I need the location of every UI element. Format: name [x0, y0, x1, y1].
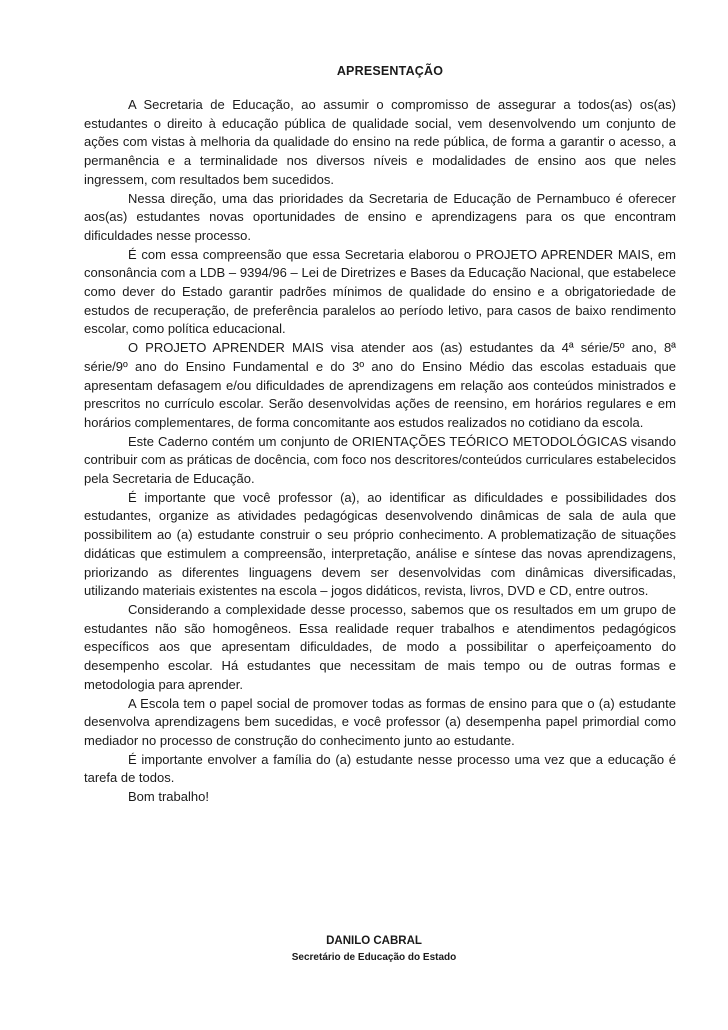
paragraph-7: Considerando a complexidade desse processo, sabemos que os resultados em um grupo de estudantes não são homogêneos. Essa realidade requer trabalhos e atendimentos pedagógicos específicos aos que apresentam dificuldades, de modo a possibilitar o aperfeiçoamento do desempenho escolar. Há estudantes que necessitam de mais tempo ou de outras formas e metodologia para aprender.: [84, 601, 676, 692]
paragraph-closing: Bom trabalho!: [128, 789, 209, 805]
document-page: [84, 64, 676, 807]
paragraph-9: É importante envolver a família do (a) estudante nesse processo uma vez que a educação é tarefa de todos.: [84, 751, 676, 786]
paragraph-3: É com essa compreensão que essa Secretaria elaborou o PROJETO APRENDER MAIS, em consonância com a LDB – 9394/96 – Lei de Diretrizes e Bases da Educação Nacional, que estabelece como dever do Estado garantir padrões mínimos de qualidade do ensino e a obrigatoriedade de estudos de recuperação, de preferência paralelos ao período letivo, para casos de baixo rendimento escolar, como política educacional.: [84, 246, 676, 337]
signature-name: DANILO CABRAL: [326, 935, 422, 947]
signature-role: Secretário de Educação do Estado: [291, 952, 457, 963]
paragraph-6: É importante que você professor (a), ao identificar as dificuldades e possibilidades dos estudantes, organize as atividades pedagógicas desenvolvendo dinâmicas de sala de aula que possibilitem ao (a) estudante construir o seu próprio conhecimento. A problematização de situações didáticas que estimulem a compreensão, interpretação, análise e síntese das novas aprendizagens, priorizando as diferentes linguagens devem ser desenvolvidas com dinâmicas diversificadas, utilizando materiais existentes na escola – jogos didáticos, revista, livros, DVD e CD, entre outros.: [84, 489, 676, 599]
paragraph-8: A Escola tem o papel social de promover todas as formas de ensino para que o (a) estudante desenvolva aprendizagens bem sucedidas, e você professor (a) desempenha papel primordial como mediador no processo de construção do conhecimento junto ao estudante.: [84, 695, 676, 748]
page-title: APRESENTAÇÃO: [336, 64, 444, 78]
signature-block: [0, 933, 728, 965]
document-body: [84, 96, 676, 807]
paragraph-1: A Secretaria de Educação, ao assumir o compromisso de assegurar a todos(as) os(as) estudantes o direito à educação pública de qualidade social, vem desenvolvendo um conjunto de ações com vistas à melhoria da qualidade do ensino na rede pública, de forma a garantir o acesso, a permanência e a terminalidade nos diversos níveis e modalidades de ensino aos que neles ingressem, com resultados bem sucedidos.: [84, 97, 676, 187]
paragraph-4: O PROJETO APRENDER MAIS visa atender aos (as) estudantes da 4ª série/5º ano, 8ª série/9º ano do Ensino Fundamental e do 3º ano do Ensino Médio das escolas estaduais que apresentam defasagem e/ou dificuldades de aprendizagens em relação aos conteúdos ministrados e prescritos no currículo escolar. Serão desenvolvidas ações de reensino, em horários regulares e em horários complementares, de forma concomitante aos estudos realizados no cotidiano da escola.: [84, 340, 676, 430]
paragraph-2: Nessa direção, uma das prioridades da Secretaria de Educação de Pernambuco é oferecer aos(as) estudantes novas oportunidades de ensino e aprendizagens para os que encontram dificuldades nesse processo.: [84, 190, 676, 243]
paragraph-5: Este Caderno contém um conjunto de ORIENTAÇÕES TEÓRICO METODOLÓGICAS visando contribuir com as práticas de docência, com foco nos descritores/conteúdos curriculares estabelecidos pela Secretaria de Educação.: [84, 433, 676, 487]
